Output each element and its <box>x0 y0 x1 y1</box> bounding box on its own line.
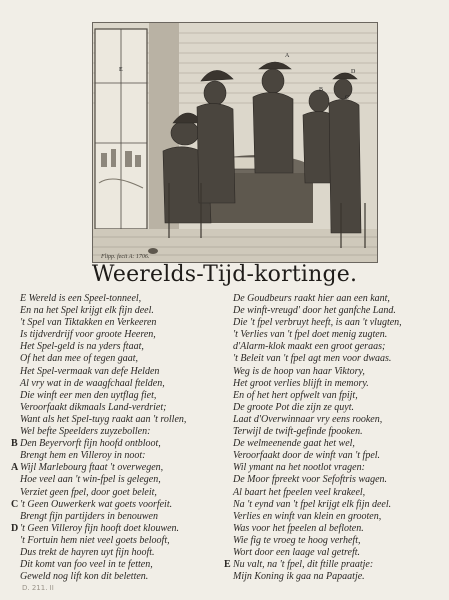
verse-text: Verlies en winft van klein en grooten, <box>233 510 382 522</box>
verse-text: 't Geen Villeroy fijn hooft doet klouwen. <box>20 522 180 534</box>
engraving-illustration <box>92 22 378 263</box>
verse-text: 't Geen Ouwerkerk wat goets voorfeit. <box>20 498 173 510</box>
verse-text: 't Spel van Tiktakken en Verkeeren <box>20 317 157 329</box>
verse-line <box>20 378 230 390</box>
verse-text: 't Beleit van 't fpel agt men voor dwaas. <box>233 353 392 365</box>
verse-text: Of het dan mee of tegen gaat, <box>20 353 139 365</box>
plate-reference-marker: D <box>11 522 19 534</box>
verse-text: Dus trekt de hayren uyt fijn hooft. <box>20 546 155 558</box>
verse-text: Laat d'Overwinnaar vry eens rooken, <box>233 413 383 425</box>
verse-line <box>20 426 230 438</box>
verse-line <box>20 305 230 317</box>
verse-text: Wijl Marlebourg ftaat 't overwegen, <box>20 462 164 474</box>
verse-line <box>11 498 230 511</box>
verse-line <box>20 487 230 499</box>
verse-text: Het Spel-vermaak van defe Helden <box>20 365 160 377</box>
verse-line <box>11 462 230 474</box>
verse-text: De welmeenende gaat het wel, <box>233 438 355 450</box>
verse-line <box>233 547 443 559</box>
verse-line <box>233 353 443 365</box>
verse-text: Wil ymant na het nootlot vragen: <box>233 462 365 474</box>
engraving-scene <box>93 23 377 262</box>
verse-line <box>233 317 443 329</box>
verse-line <box>11 522 230 535</box>
verse-line <box>233 329 443 341</box>
plate-reference-marker: A <box>11 462 19 474</box>
verse-line <box>20 474 230 486</box>
verse-line <box>233 366 443 378</box>
plate-letter-a: A <box>285 53 290 59</box>
verse-line <box>233 462 443 474</box>
verse-line <box>20 450 230 462</box>
verse-text: Want als het Spel-tuyg raakt aan 't rollen, <box>20 413 187 425</box>
plate-reference-marker: B <box>11 438 18 450</box>
verse-line <box>20 366 230 378</box>
verse-text: Weg is de hoop van haar Viktory, <box>233 365 365 377</box>
verse-text: Veroorfaakt door de winft van 't fpel. <box>233 450 381 462</box>
plate-reference-marker: E <box>224 559 231 571</box>
verse-line <box>233 438 443 450</box>
verse-line <box>20 353 230 365</box>
verse-column-left <box>11 293 230 583</box>
verse-line <box>233 402 443 414</box>
plate-letter-e: E <box>119 67 123 73</box>
verse-line <box>233 450 443 462</box>
verse-text: d'Alarm-klok maakt een groot geraas; <box>233 341 386 353</box>
verse-text: Wort door een laage val getreft. <box>233 546 361 558</box>
verse-text: Mijn Koning ik gaa na Papaatje. <box>233 571 365 583</box>
verse-line <box>233 426 443 438</box>
verse-line <box>20 511 230 523</box>
verse-text: Het Spel-geld is na yders ftaat, <box>20 341 144 353</box>
verse-text: De groote Pot die zijn ze quyt. <box>233 401 354 413</box>
verse-line <box>233 535 443 547</box>
verse-line <box>20 293 230 305</box>
verse-line <box>20 341 230 353</box>
verse-text: 't Fortuin hem niet veel goets belooft, <box>20 534 170 546</box>
verse-line <box>20 329 230 341</box>
verse-column-right <box>224 293 443 583</box>
plate-letter-d: D <box>351 69 356 75</box>
verse-line <box>20 317 230 329</box>
verse-line <box>20 547 230 559</box>
plate-letter-c: C <box>345 95 350 101</box>
verse-text: Hoe veel aan 't win-fpel is gelegen, <box>20 474 161 486</box>
verse-line <box>233 523 443 535</box>
engraver-signature: Flipp. fecit A: 1706. <box>101 254 150 260</box>
verse-text: Den Beyervorft fijn hoofd ontbloot, <box>20 438 161 450</box>
verse-line <box>233 571 443 583</box>
verse-text: Brengt hem en Villeroy in noot: <box>20 450 146 462</box>
verse-text: Is tijdverdrijf voor groote Heeren, <box>20 329 156 341</box>
verse-line <box>233 487 443 499</box>
verse-text: En of het hert opfwelt van fpijt, <box>233 389 358 401</box>
verse-line <box>20 571 230 583</box>
verse-line <box>20 390 230 402</box>
verse-text: Die 't fpel verbruyt heeft, is aan 't vlugten, <box>233 317 402 329</box>
verse-text: Terwijl de twift-gefinde fpooken. <box>233 426 363 438</box>
plate-letter-b: B <box>319 87 324 93</box>
pencil-inventory-note: D. 211. II <box>22 584 54 592</box>
verse-text: Het groot verlies blijft in memory. <box>233 377 369 389</box>
verse-line <box>233 511 443 523</box>
verse-line <box>233 499 443 511</box>
verse-text: 't Verlies van 't fpel doet menig zugten. <box>233 329 388 341</box>
verse-text: De Moor fpreekt voor Sefoftris wagen. <box>233 474 388 486</box>
page-title: Weerelds-Tijd-kortinge. <box>91 262 358 287</box>
verse-text: Dit komt van foo veel in te fetten, <box>20 559 153 571</box>
verse-line <box>224 559 443 571</box>
verse-line <box>233 414 443 426</box>
verse-line <box>20 535 230 547</box>
verse-text: De Goudbeurs raakt hier aan een kant, <box>233 293 390 304</box>
verse-text: Die winft eer men den uytflag fiet, <box>20 389 157 401</box>
verse-line <box>233 305 443 317</box>
verse-text: En na het Spel krijgt elk fijn deel. <box>20 305 154 317</box>
verse-line <box>11 438 230 450</box>
verse-text: E Wereld is een Speel-tonneel, <box>20 293 142 304</box>
verse-text: Al vry wat in de waagfchaal ftelden, <box>20 377 165 389</box>
verse-text: Verziet geen fpel, door goet beleit, <box>20 486 157 498</box>
verse-line <box>233 390 443 402</box>
plate-reference-marker: C <box>11 498 19 510</box>
verse-text: Na 't eynd van 't fpel krijgt elk fijn deel. <box>233 498 392 510</box>
verse-text: Veroorfaakt dikmaals Land-verdriet; <box>20 401 167 413</box>
verse-text: De winft-vreugd' door het ganfche Land. <box>233 305 396 317</box>
verse-line <box>20 402 230 414</box>
verse-text: Wie fig te vroeg te hoog verheft, <box>233 534 361 546</box>
verse-text: Brengt fijn partijders in benouwen <box>20 510 158 522</box>
verse-line <box>233 474 443 486</box>
verse-line <box>20 559 230 571</box>
verse-line <box>20 414 230 426</box>
verse-text: Geweld nog lift kon dit beletten. <box>20 571 149 583</box>
verse-line <box>233 341 443 353</box>
verse-text: Was voor het fpeelen al befloten. <box>233 522 364 534</box>
verse-text: Wel befte Speelders zuyzebollen: <box>20 426 151 438</box>
verse-line <box>233 378 443 390</box>
verse-text: Nu valt, na 't fpel, dit ftille praatje: <box>233 559 374 571</box>
verse-line <box>233 293 443 305</box>
verse-text: Al baart het fpeelen veel krakeel, <box>233 486 366 498</box>
